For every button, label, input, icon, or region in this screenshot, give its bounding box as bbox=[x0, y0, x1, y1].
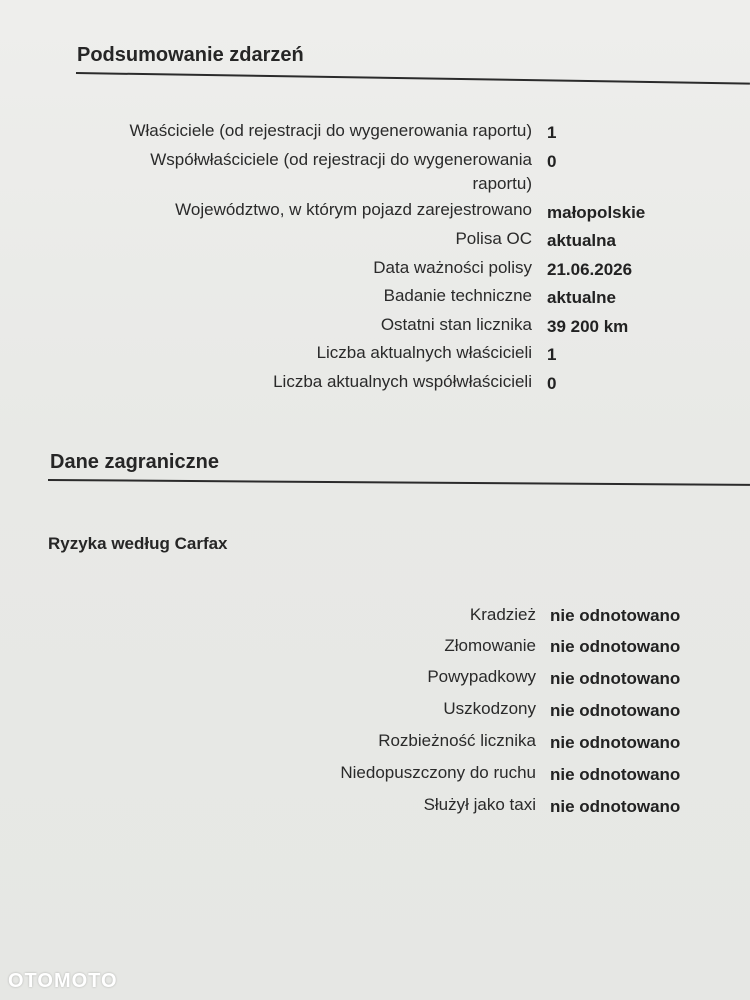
summary-divider bbox=[76, 72, 750, 84]
summary-value-coowners: 0 bbox=[547, 152, 557, 171]
otomoto-watermark: OTOMOTO bbox=[8, 970, 118, 992]
summary-value-odometer: 39 200 km bbox=[547, 317, 629, 336]
summary-label-voivodeship: Województwo, w którym pojazd zarejestrowano bbox=[175, 200, 532, 219]
summary-value-current-owners: 1 bbox=[547, 345, 557, 364]
risk-label-damaged: Uszkodzony bbox=[443, 699, 536, 718]
carfax-subtitle: Ryzyka według Carfax bbox=[48, 534, 228, 553]
risk-value-scrapping: nie odnotowano bbox=[550, 637, 681, 656]
summary-title: Podsumowanie zdarzeń bbox=[77, 44, 304, 66]
summary-label-owners: Właściciele (od rejestracji do wygenerowania raportu) bbox=[129, 121, 532, 140]
summary-value-current-coowners: 0 bbox=[547, 374, 557, 393]
risk-label-scrapping: Złomowanie bbox=[444, 636, 536, 655]
risk-label-taxi: Służył jako taxi bbox=[423, 795, 536, 814]
risk-value-odometer-discrepancy: nie odnotowano bbox=[550, 733, 681, 752]
risk-label-theft: Kradzież bbox=[469, 605, 536, 624]
foreign-title: Dane zagraniczne bbox=[50, 451, 219, 473]
risk-value-not-roadworthy: nie odnotowano bbox=[550, 765, 681, 784]
summary-value-insurance: aktualna bbox=[547, 231, 616, 250]
summary-value-inspection: aktualne bbox=[547, 288, 616, 307]
summary-label-coowners: Współwłaściciele (od rejestracji do wygenerowania raportu) bbox=[150, 150, 532, 193]
risk-value-accident: nie odnotowano bbox=[550, 669, 681, 688]
summary-value-voivodeship: małopolskie bbox=[547, 203, 646, 222]
summary-label-current-coowners: Liczba aktualnych współwłaścicieli bbox=[273, 372, 532, 391]
risk-value-theft: nie odnotowano bbox=[550, 606, 681, 625]
summary-label-inspection: Badanie techniczne bbox=[383, 286, 532, 305]
risk-label-not-roadworthy: Niedopuszczony do ruchu bbox=[340, 763, 536, 782]
risk-value-damaged: nie odnotowano bbox=[550, 701, 681, 720]
summary-label-current-owners: Liczba aktualnych właścicieli bbox=[316, 343, 532, 362]
summary-value-owners: 1 bbox=[547, 123, 557, 142]
foreign-divider bbox=[48, 479, 750, 485]
summary-label-odometer: Ostatni stan licznika bbox=[380, 315, 532, 334]
risk-label-odometer-discrepancy: Rozbieżność licznika bbox=[378, 731, 536, 750]
risk-value-taxi: nie odnotowano bbox=[550, 797, 681, 816]
risk-label-accident: Powypadkowy bbox=[427, 667, 536, 686]
summary-label-insurance: Polisa OC bbox=[455, 229, 532, 248]
summary-label-policy-date: Data ważności polisy bbox=[373, 258, 532, 277]
summary-value-policy-date: 21.06.2026 bbox=[547, 260, 633, 279]
